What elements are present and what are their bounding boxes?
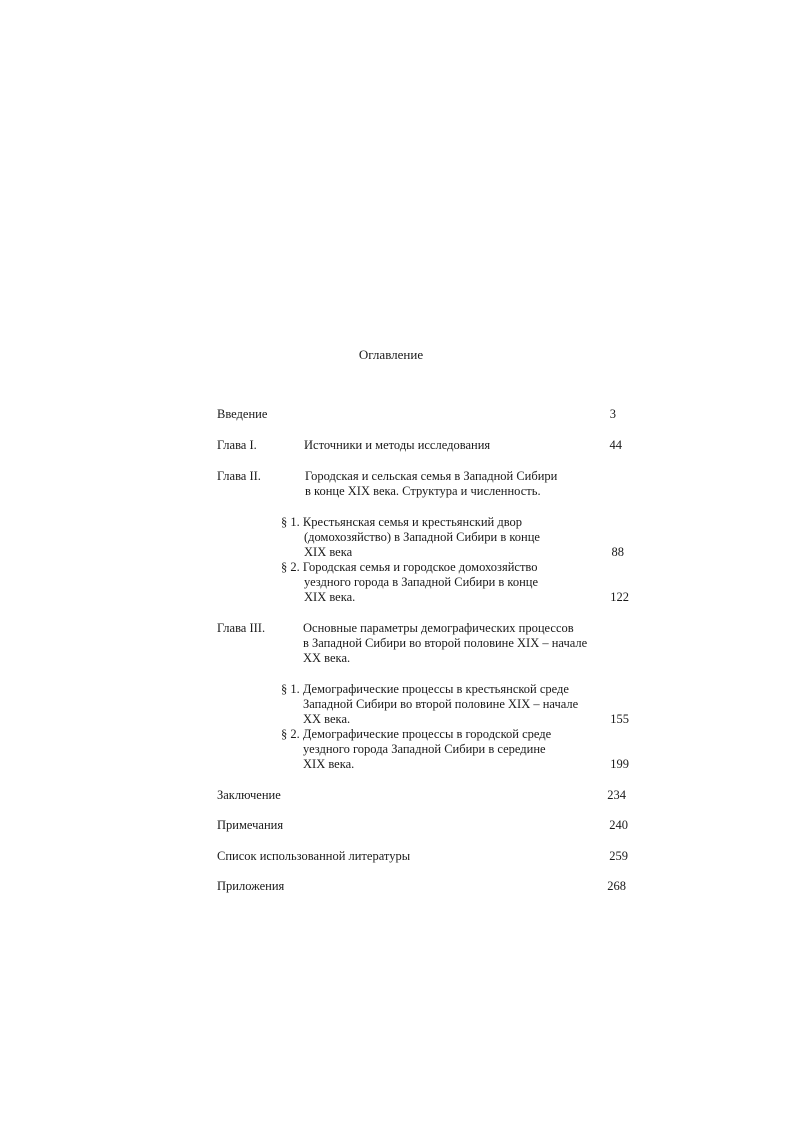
toc-ch3-s2-line-2: уездного города Западной Сибири в середине bbox=[303, 742, 546, 756]
toc-bibliography-label: Список использованной литературы bbox=[217, 849, 411, 863]
toc-intro-label: Введение bbox=[217, 407, 268, 421]
toc-ch2-title-line-2: в конце XIX века. Структура и численность. bbox=[305, 484, 541, 498]
toc-appendices-label: Приложения bbox=[217, 879, 285, 893]
toc-ch2-title-line-1: Городская и сельская семья в Западной Сибири bbox=[305, 469, 558, 483]
toc-conclusion-page: 234 bbox=[607, 788, 626, 802]
toc-ch2-s2-line-1: § 2. Городская семья и городское домохозяйство bbox=[281, 560, 538, 574]
toc-ch3-s2-page: 199 bbox=[610, 757, 629, 771]
toc-ch3-title-line-2: в Западной Сибири во второй половине XIX – начале bbox=[303, 636, 588, 650]
toc-ch1-page: 44 bbox=[609, 438, 622, 452]
toc-ch3-label: Глава III. bbox=[217, 621, 266, 635]
toc-ch3-s1-line-3: XX века. bbox=[303, 712, 351, 726]
toc-ch2-label: Глава II. bbox=[217, 469, 261, 483]
toc-appendices-page: 268 bbox=[607, 879, 626, 893]
toc-ch2-s1-line-3: XIX века bbox=[304, 545, 353, 559]
toc-ch3-s2-line-3: XIX века. bbox=[303, 757, 355, 771]
toc-ch3-s1-page: 155 bbox=[610, 712, 629, 726]
toc-ch2-s2-line-3: XIX века. bbox=[304, 590, 356, 604]
toc-ch3-s1-line-2: Западной Сибири во второй половине XIX – начале bbox=[303, 697, 579, 711]
toc-ch1-label: Глава I. bbox=[217, 438, 257, 452]
toc-intro-page: 3 bbox=[609, 407, 616, 421]
toc-ch2-s2-page: 122 bbox=[610, 590, 629, 604]
toc-ch3-title-line-3: XX века. bbox=[303, 651, 351, 665]
page-title: Оглавление bbox=[358, 347, 424, 362]
toc-bibliography-page: 259 bbox=[609, 849, 628, 863]
toc-ch3-s2-line-1: § 2. Демографические процессы в городской среде bbox=[281, 727, 552, 741]
toc-ch2-s2-line-2: уездного города в Западной Сибири в конце bbox=[304, 575, 539, 589]
toc-ch3-title-line-1: Основные параметры демографических процессов bbox=[303, 621, 574, 635]
toc-conclusion-label: Заключение bbox=[217, 788, 281, 802]
toc-notes-label: Примечания bbox=[217, 818, 284, 832]
toc-ch2-s1-page: 88 bbox=[611, 545, 624, 559]
toc-ch1-title: Источники и методы исследования bbox=[304, 438, 491, 452]
toc-ch2-s1-line-1: § 1. Крестьянская семья и крестьянский двор bbox=[281, 515, 523, 529]
toc-ch3-s1-line-1: § 1. Демографические процессы в крестьянской среде bbox=[281, 682, 569, 696]
toc-ch2-s1-line-2: (домохозяйство) в Западной Сибири в конце bbox=[304, 530, 540, 544]
toc-notes-page: 240 bbox=[609, 818, 628, 832]
